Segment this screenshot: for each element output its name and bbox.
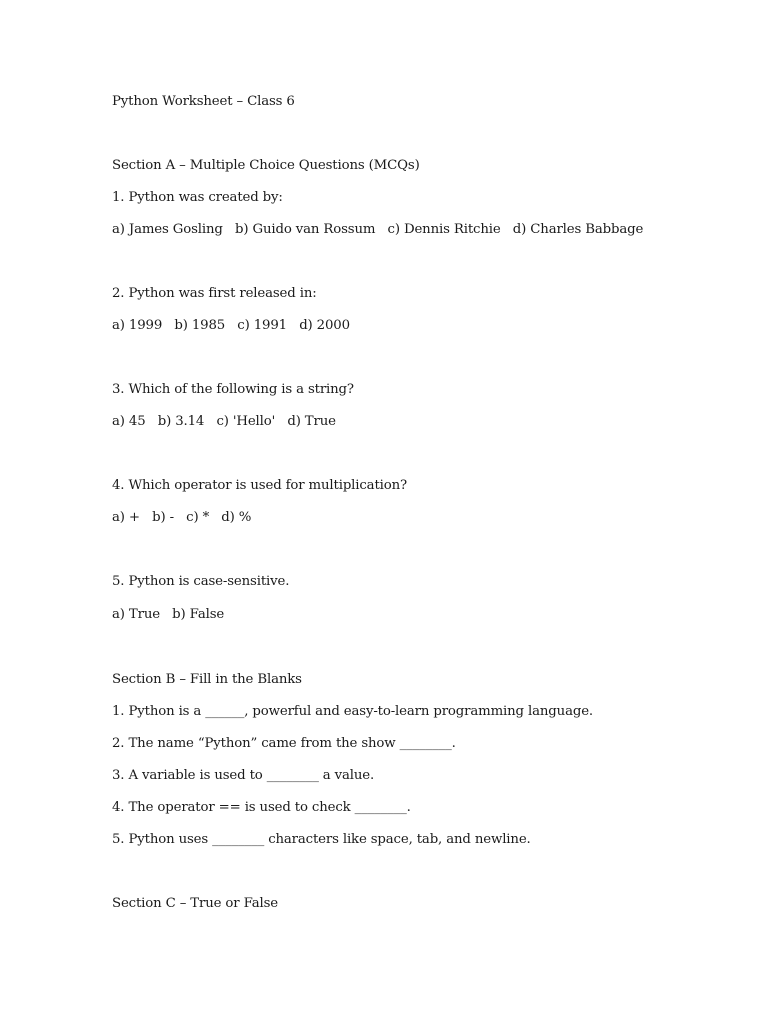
fill-blank-item-2: 2. The name “Python” came from the show ________.: [112, 736, 456, 751]
mcq-options-4: a) + b) - c) * d) %: [112, 510, 252, 525]
section-c-heading: Section C – True or False: [112, 896, 279, 911]
mcq-question-1: 1. Python was created by:: [112, 190, 283, 205]
worksheet-title: Python Worksheet – Class 6: [112, 94, 295, 109]
mcq-question-2: 2. Python was first released in:: [112, 286, 317, 301]
fill-blank-item-1: 1. Python is a ______, powerful and easy-to-learn programming language.: [112, 704, 594, 719]
fill-blank-item-3: 3. A variable is used to ________ a value.: [112, 768, 375, 783]
mcq-options-3: a) 45 b) 3.14 c) 'Hello' d) True: [112, 414, 336, 429]
mcq-question-4: 4. Which operator is used for multiplication?: [112, 478, 408, 493]
section-b-heading: Section B – Fill in the Blanks: [112, 672, 302, 687]
fill-blank-item-5: 5. Python uses ________ characters like space, tab, and newline.: [112, 832, 531, 847]
section-a-heading: Section A – Multiple Choice Questions (MCQs): [112, 158, 420, 173]
mcq-question-5: 5. Python is case-sensitive.: [112, 574, 290, 589]
mcq-question-3: 3. Which of the following is a string?: [112, 382, 354, 397]
mcq-options-5: a) True b) False: [112, 607, 225, 622]
mcq-options-1: a) James Gosling b) Guido van Rossum c) Dennis Ritchie d) Charles Babbage: [112, 222, 644, 237]
mcq-options-2: a) 1999 b) 1985 c) 1991 d) 2000: [112, 318, 350, 333]
fill-blank-item-4: 4. The operator == is used to check ________.: [112, 800, 411, 815]
